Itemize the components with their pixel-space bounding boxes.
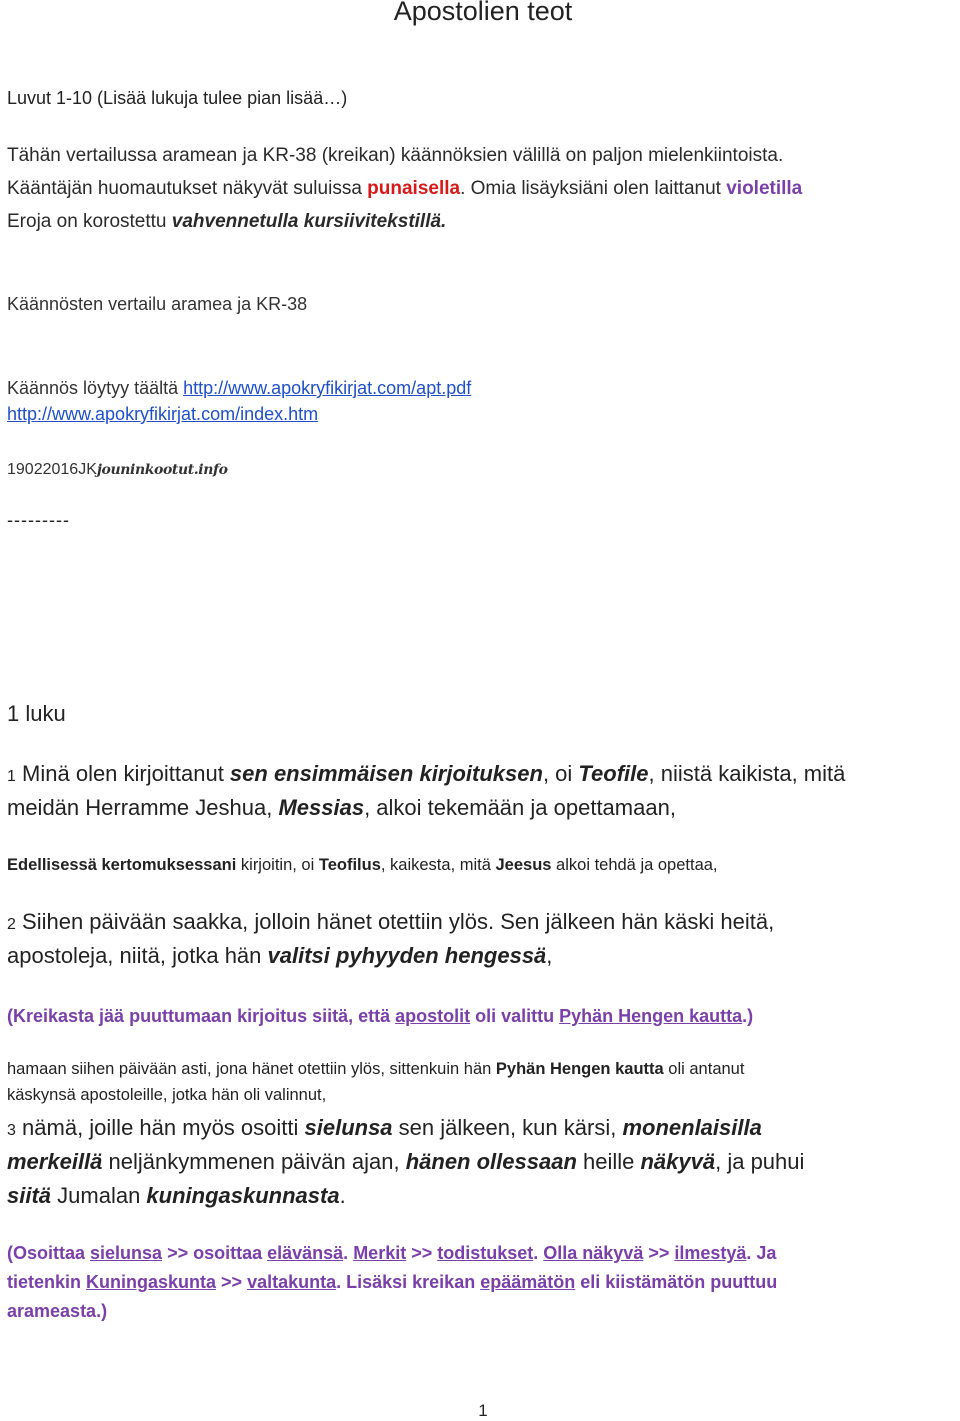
note-underlined: Merkit	[353, 1243, 407, 1263]
emphasis-example: vahvennetulla kursiivitekstillä.	[171, 211, 447, 232]
verse-emphasis: kuningaskunnasta	[146, 1183, 340, 1208]
verse-2-line-2	[7, 943, 552, 969]
note-underlined: apostolit	[395, 1006, 471, 1026]
source-link-pdf[interactable]: http://www.apokryfikirjat.com/apt.pdf	[183, 378, 472, 398]
note-underlined: Pyhän Hengen kautta	[559, 1006, 743, 1026]
chapter-heading: 1 luku	[7, 701, 66, 726]
verse-emphasis: hänen ollessaan	[405, 1149, 577, 1174]
verse-3-line-3	[7, 1183, 346, 1209]
verse-number: 2	[7, 916, 16, 933]
note-underlined: epäämätön	[480, 1272, 576, 1292]
kr-emphasis: Edellisessä kertomuksessani	[7, 856, 237, 874]
intro-line-2	[7, 178, 802, 200]
translator-note-3-line-3: arameasta.)	[7, 1301, 108, 1321]
document-title: Apostolien teot	[393, 0, 573, 26]
divider: ---------	[7, 510, 70, 530]
intro-text: Kääntäjän huomautukset näkyvät suluissa	[7, 178, 368, 199]
verse-text: neljänkymmenen päivän ajan,	[102, 1149, 406, 1174]
kr38-verse-1	[7, 856, 718, 875]
kr38-verse-2-line-2: käskynsä apostoleille, jotka hän oli valinnut,	[7, 1086, 327, 1104]
verse-1-line-1	[7, 761, 845, 787]
signature-handwritten: jouninkootut.info	[96, 462, 228, 478]
verse-emphasis: Messias	[278, 795, 365, 820]
note-underlined: elävänsä	[267, 1243, 344, 1263]
verse-number: 1	[7, 768, 16, 785]
comparison-heading: Käännösten vertailu aramea ja KR-38	[7, 294, 308, 314]
violet-keyword: violetilla	[726, 178, 803, 199]
kr-text: alkoi tehdä ja opettaa,	[551, 856, 718, 874]
kr-emphasis: Pyhän Hengen kautta	[495, 1060, 664, 1078]
intro-line-1: Tähän vertailussa aramean ja KR-38 (kreikan) käännöksien välillä on paljon mielenkiintoista.	[7, 145, 784, 166]
verse-emphasis: monenlaisilla	[622, 1115, 762, 1140]
intro-text: Eroja on korostettu	[7, 211, 172, 232]
verse-emphasis: näkyvä	[640, 1149, 716, 1174]
note-underlined: sielunsa	[90, 1243, 163, 1263]
verse-text: sen jälkeen, kun kärsi,	[392, 1115, 623, 1140]
note-text: . Lisäksi kreikan	[336, 1272, 481, 1292]
kr-text: oli antanut	[663, 1060, 745, 1078]
verse-number: 3	[7, 1122, 16, 1139]
note-text: >>	[643, 1243, 675, 1263]
verse-text: apostoleja, niitä, jotka hän	[7, 943, 268, 968]
note-text: (Osoittaa	[7, 1243, 91, 1263]
verse-text: Siihen päivään saakka, jolloin hänet otettiin ylös. Sen jälkeen hän käski heitä,	[22, 909, 775, 934]
verse-text: heille	[576, 1149, 641, 1174]
red-keyword: punaisella	[367, 178, 461, 199]
verse-emphasis: sen ensimmäisen kirjoituksen	[229, 761, 543, 786]
note-underlined: Olla näkyvä	[543, 1243, 644, 1263]
page-number: 1	[478, 1401, 488, 1420]
verse-text: nämä, joille hän myös osoitti	[22, 1115, 305, 1140]
verse-emphasis: valitsi pyhyyden hengessä	[267, 943, 547, 968]
note-text: (Kreikasta jää puuttumaan kirjoitus siitä, että	[7, 1006, 396, 1026]
kr-emphasis: Teofilus	[318, 856, 381, 874]
kr-emphasis: Jeesus	[495, 856, 552, 874]
note-text: eli kiistämätön puuttuu	[575, 1272, 778, 1292]
source-link-index[interactable]: http://www.apokryfikirjat.com/index.htm	[7, 404, 319, 424]
intro-text: . Omia lisäyksiäni olen laittanut	[460, 178, 727, 199]
kr-text: , kaikesta, mitä	[380, 856, 496, 874]
translator-note-2	[7, 1006, 753, 1027]
source-text: Käännös löytyy täältä	[7, 378, 184, 398]
note-text: tietenkin	[7, 1272, 87, 1292]
verse-text: , oi	[542, 761, 579, 786]
signature-code: 19022016JK	[7, 461, 97, 478]
note-text: . Ja	[746, 1243, 777, 1263]
translator-note-3-line-1	[7, 1243, 776, 1264]
verse-emphasis: Teofile	[578, 761, 649, 786]
note-text: >> osoittaa	[162, 1243, 268, 1263]
verse-3-line-1	[7, 1115, 762, 1141]
note-text: .	[533, 1243, 544, 1263]
verse-text: , niistä kaikista, mitä	[648, 761, 846, 786]
note-underlined: valtakunta	[247, 1272, 337, 1292]
kr-text: kirjoitin, oi	[236, 856, 319, 874]
verse-text: , alkoi tekemään ja opettamaan,	[364, 795, 676, 820]
verse-text: Minä olen kirjoittanut	[22, 761, 230, 786]
kr38-verse-2-line-1	[7, 1060, 744, 1079]
note-text: >>	[216, 1272, 248, 1292]
kr-text: hamaan siihen päivään asti, jona hänet otettiin ylös, sittenkuin hän	[7, 1060, 496, 1078]
verse-text: .	[339, 1183, 346, 1208]
intro-line-3	[7, 211, 446, 233]
verse-text: , ja puhui	[715, 1149, 805, 1174]
verse-emphasis: siitä	[7, 1183, 52, 1208]
note-underlined: ilmestyä	[674, 1243, 747, 1263]
note-text: oli valittu	[470, 1006, 560, 1026]
verse-emphasis: merkeillä	[7, 1149, 103, 1174]
verse-text: ,	[546, 943, 553, 968]
note-underlined: todistukset	[437, 1243, 534, 1263]
subtitle: Luvut 1-10 (Lisää lukuja tulee pian lisää…)	[7, 88, 348, 108]
note-text: .	[343, 1243, 354, 1263]
verse-emphasis: sielunsa	[304, 1115, 393, 1140]
source-line	[7, 378, 471, 399]
verse-text: Jumalan	[51, 1183, 147, 1208]
source-line-2	[7, 404, 318, 425]
verse-2-line-1	[7, 909, 774, 935]
verse-text: meidän Herramme Jeshua,	[7, 795, 279, 820]
note-text: >>	[406, 1243, 438, 1263]
verse-3-line-2	[7, 1149, 804, 1175]
note-underlined: Kuningaskunta	[86, 1272, 217, 1292]
note-text: .)	[742, 1006, 754, 1026]
verse-1-line-2	[7, 795, 676, 821]
translator-note-3-line-2	[7, 1272, 777, 1293]
signature	[7, 461, 228, 479]
